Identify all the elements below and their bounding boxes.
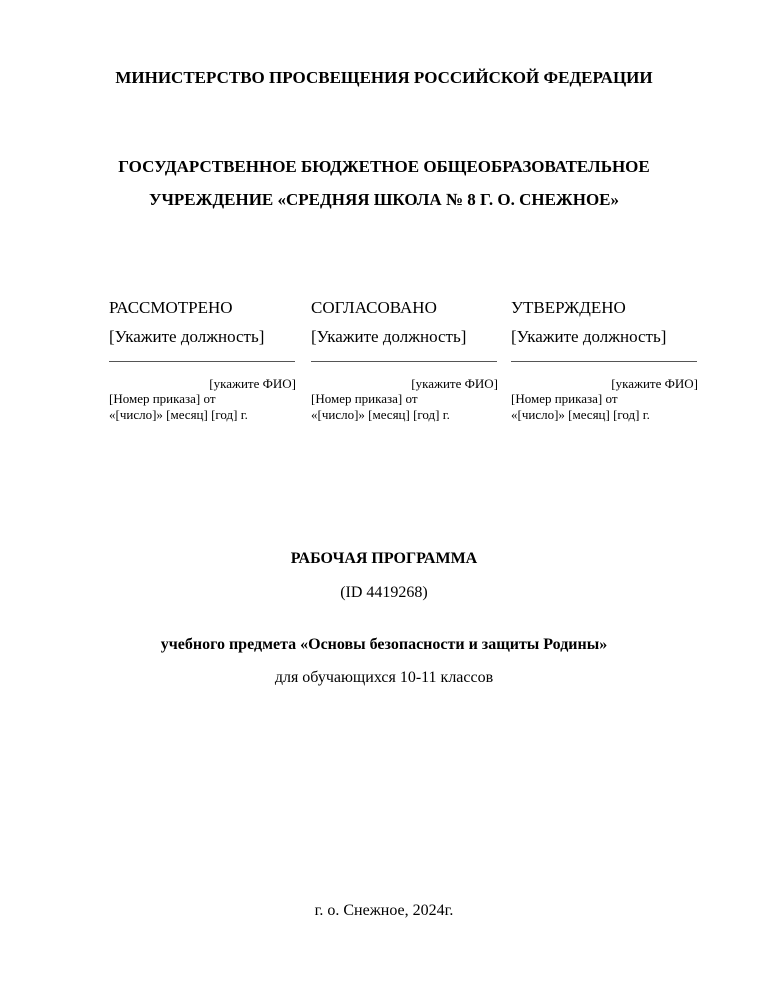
date-placeholder: «[число]» [месяц] [год] г. [109, 407, 248, 422]
approval-block [109, 298, 709, 448]
position-placeholder: [Укажите должность] [109, 327, 265, 346]
order-number-placeholder: [Номер приказа] от [311, 391, 418, 406]
signature-line [511, 361, 697, 362]
date-placeholder: «[число]» [месяц] [год] г. [511, 407, 650, 422]
date-placeholder: «[число]» [месяц] [год] г. [311, 407, 450, 422]
ministry-title: МИНИСТЕРСТВО ПРОСВЕЩЕНИЯ РОССИЙСКОЙ ФЕДЕРАЦИИ [115, 68, 653, 87]
position-placeholder: [Укажите должность] [511, 327, 667, 346]
school-name-line-2: УЧРЕЖДЕНИЕ «СРЕДНЯЯ ШКОЛА № 8 Г. О. СНЕЖНОЕ» [148, 190, 620, 209]
target-students: для обучающихся 10-11 классов [274, 669, 494, 686]
program-title: РАБОЧАЯ ПРОГРАММА [290, 550, 478, 567]
approval-heading: СОГЛАСОВАНО [311, 298, 437, 317]
approval-heading: РАССМОТРЕНО [109, 298, 233, 317]
order-number-placeholder: [Номер приказа] от [511, 391, 618, 406]
fio-placeholder: [укажите ФИО] [611, 376, 698, 391]
approval-column-reviewed [109, 298, 297, 423]
signature-line [109, 361, 295, 362]
approval-column-approved [511, 298, 699, 423]
fio-placeholder: [укажите ФИО] [209, 376, 296, 391]
approval-heading: УТВЕРЖДЕНО [511, 298, 626, 317]
approval-column-agreed [311, 298, 499, 423]
fio-placeholder: [укажите ФИО] [411, 376, 498, 391]
place-and-year: г. о. Снежное, 2024г. [314, 902, 454, 919]
position-placeholder: [Укажите должность] [311, 327, 467, 346]
signature-line [311, 361, 497, 362]
order-number-placeholder: [Номер приказа] от [109, 391, 216, 406]
subject-name: учебного предмета «Основы безопасности и защиты Родины» [160, 636, 608, 653]
program-id: (ID 4419268) [340, 584, 428, 601]
school-name-line-1: ГОСУДАРСТВЕННОЕ БЮДЖЕТНОЕ ОБЩЕОБРАЗОВАТЕЛЬНОЕ [118, 157, 650, 176]
